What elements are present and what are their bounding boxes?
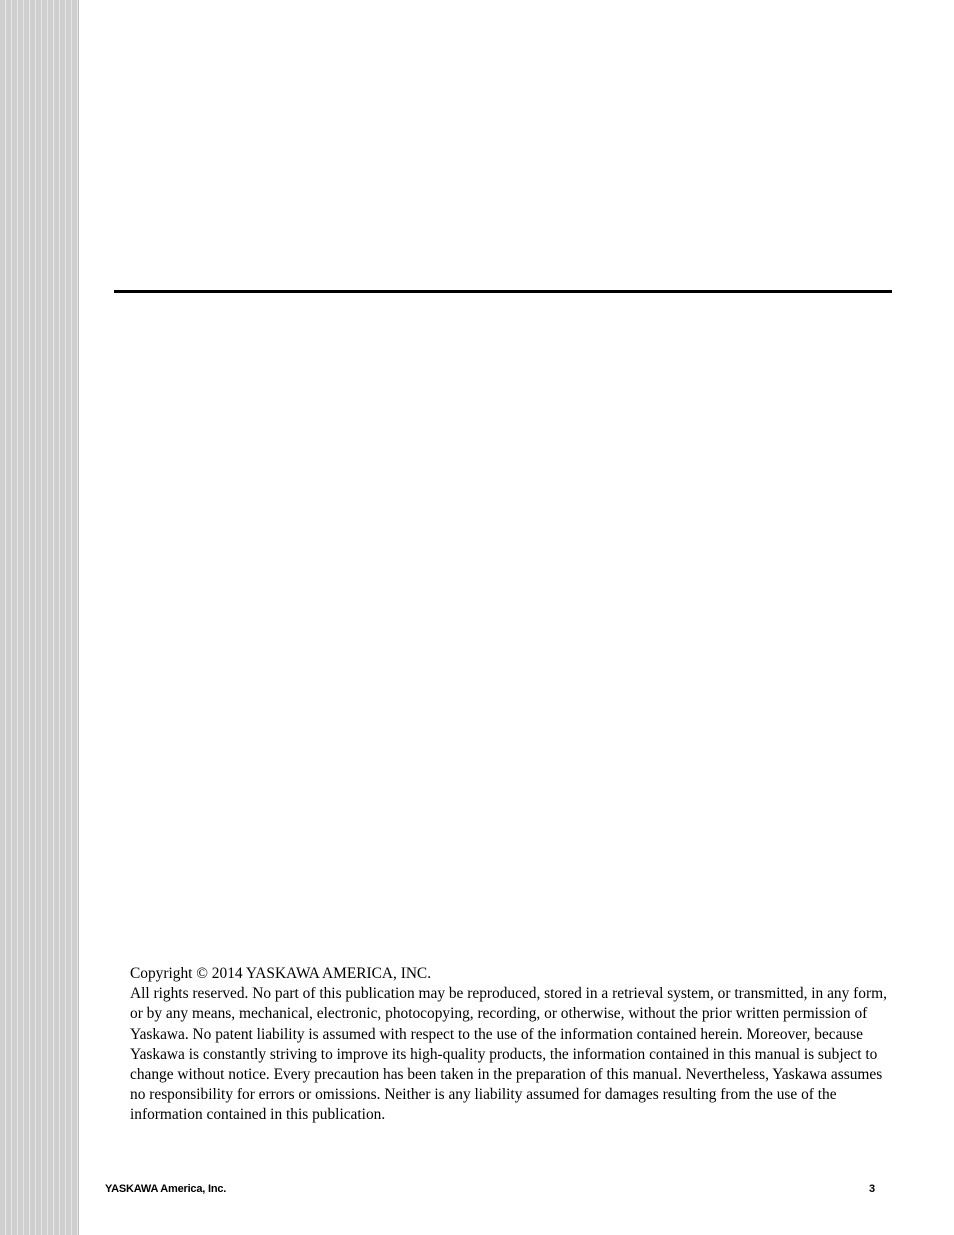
copyright-line: Copyright © 2014 YASKAWA AMERICA, INC. xyxy=(130,965,432,982)
left-margin-band xyxy=(0,0,79,1235)
rights-reserved-paragraph: All rights reserved. No part of this publication may be reproduced, stored in a retrieval system, or transmitted, in any form, or by any means, mechanical, electronic, photocopying, recording, or otherwise, without the prior written permission of Yaskawa. No patent liability is assumed with respect to the use of the information contained herein. Moreover, because Yaskawa is constantly striving to improve its high-quality products, the information contained in this manual is subject to change without notice. Every precaution has been taken in the preparation of this manual. Nevertheless, Yaskawa assumes no responsibility for errors or omissions. Neither is any liability assumed for damages resulting from the use of the information contained in this publication. xyxy=(130,985,887,1124)
page-number: 3 xyxy=(869,1183,876,1195)
footer-company: YASKAWA America, Inc. xyxy=(105,1183,227,1195)
copyright-notice xyxy=(130,964,892,1126)
horizontal-rule xyxy=(114,290,892,293)
